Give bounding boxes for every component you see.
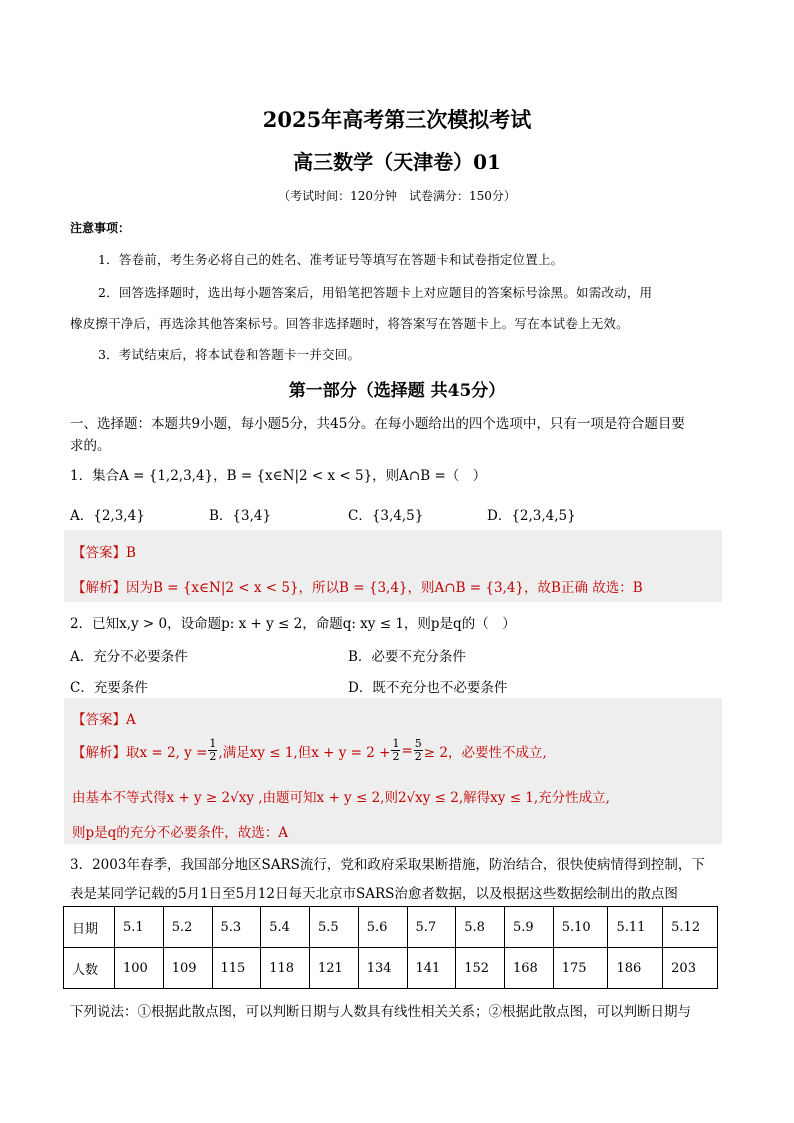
table-cell: 5.8 [456,907,505,948]
q1-analysis [72,576,643,596]
q2-analysis-line1 [72,738,547,763]
table-row-dates [64,907,718,948]
q2-analysis-line3: 则p是q的充分不必要条件，故选：A [72,825,289,841]
table-row-counts [64,948,718,989]
q2-analysis-text-b: ,满足xy ≤ 1,但x + y = 2 + [218,744,391,761]
fraction-five-halves [414,738,423,763]
q1-analysis-text: 因为B = {x∈N|2 < x < 5}，所以B = {3,4}，则A∩B = {3,4}，故B正确 故选：B [126,580,643,596]
q2-option-d: D．既不充分也不必要条件 [348,680,508,696]
notice-item-1: 1．答卷前，考生务必将自己的姓名、准考证号等填写在答题卡和试卷指定位置上。 [98,252,564,267]
q3-stem: 3．2003年春季，我国部分地区SARS流行，党和政府采取果断措施，防治结合，很快使病情得到控制，下 [70,857,705,873]
q1-stem: 1．集合A = {1,2,3,4}，B = {x∈N|2 < x < 5}，则A∩B =（ ） [70,468,487,484]
table-cell: 168 [505,948,554,989]
q3-statements: 下列说法：①根据此散点图，可以判断日期与人数具有线性相关关系；②根据此散点图，可以判断日期与 [70,1004,691,1020]
part1-intro-cont: 求的。 [70,438,111,454]
fraction-numerator: 5 [414,737,422,750]
exam-subtitle: 高三数学（天津卷）01 [293,150,501,174]
fraction-denominator: 2 [209,750,217,763]
part1-title: 第一部分（选择题 共45分） [288,381,506,401]
q3-stem-cont: 表是某同学记载的5月1日至5月12日每天北京市SARS治愈者数据，以及根据这些数据绘制出的散点图 [70,886,678,902]
fraction-numerator: 1 [209,737,217,750]
table-cell: 118 [261,948,310,989]
q1-option-c: C．{3,4,5} [348,508,424,524]
q2-answer [72,708,136,728]
q2-option-a: A．充分不必要条件 [70,649,188,665]
table-cell: 141 [407,948,456,989]
fraction-one-half-2 [391,738,400,763]
q2-option-c: C．充要条件 [70,680,148,696]
table-cell: 203 [663,948,718,989]
q2-analysis-text-a: 取x = 2, y = [126,744,208,761]
table-row-label: 人数 [64,948,115,989]
q1-option-d: D．{2,3,4,5} [487,508,576,524]
table-cell: 109 [163,948,212,989]
table-cell: 175 [553,948,608,989]
table-cell: 115 [212,948,261,989]
q2-answer-label: 【答案】 [72,712,126,728]
table-cell: 5.10 [553,907,608,948]
q1-analysis-label: 【解析】 [72,580,126,596]
table-row-label: 日期 [64,907,115,948]
table-cell: 5.2 [163,907,212,948]
q1-answer-label: 【答案】 [72,545,126,561]
notice-item-2-cont: 橡皮擦干净后，再选涂其他答案标号。回答非选择题时，将答案写在答题卡上。写在本试卷上无效。 [70,316,629,331]
table-cell: 5.11 [608,907,663,948]
q2-analysis-line2: 由基本不等式得x + y ≥ 2√xy ,由题可知x + y ≤ 2,则2√xy ≤ 2,解得xy ≤ 1,充分性成立, [72,790,610,806]
table-cell: 100 [115,948,164,989]
q1-option-a: A．{2,3,4} [70,508,145,524]
notice-item-3: 3．考试结束后，将本试卷和答题卡一并交回。 [98,347,361,362]
table-cell: 5.12 [663,907,718,948]
fraction-denominator: 2 [392,750,400,763]
q2-option-b: B．必要不充分条件 [348,649,466,665]
table-cell: 5.3 [212,907,261,948]
table-cell: 134 [358,948,407,989]
table-cell: 5.5 [310,907,359,948]
table-cell: 5.7 [407,907,456,948]
fraction-denominator: 2 [414,750,422,763]
exam-title: 2025年高考第三次模拟考试 [262,107,532,132]
q2-stem: 2．已知x,y > 0，设命题p: x + y ≤ 2，命题q: xy ≤ 1，则p是q的（ ） [70,616,516,632]
q1-option-b: B．{3,4} [209,508,272,524]
table-cell: 186 [608,948,663,989]
q2-analysis-label: 【解析】 [72,744,126,761]
fraction-one-half [208,738,217,763]
table-cell: 121 [310,948,359,989]
sars-data-table [63,906,718,989]
table-cell: 5.9 [505,907,554,948]
q2-analysis-text-d: ≥ 2，必要性不成立, [423,744,547,761]
notice-heading: 注意事项： [70,221,131,235]
q1-answer [72,541,136,561]
q2-answer-value: A [126,712,136,728]
table-cell: 152 [456,948,505,989]
fraction-numerator: 1 [392,737,400,750]
part1-intro: 一、选择题：本题共9小题，每小题5分，共45分。在每小题给出的四个选项中，只有一项是符合题目要 [70,416,685,432]
table-cell: 5.1 [115,907,164,948]
exam-info: （考试时间：120分钟 试卷满分：150分） [278,189,516,203]
table-cell: 5.6 [358,907,407,948]
q2-analysis-text-c: = [401,742,413,759]
table-cell: 5.4 [261,907,310,948]
notice-item-2: 2．回答选择题时，选出每小题答案后，用铅笔把答题卡上对应题目的答案标号涂黑。如需改动，用 [98,285,653,300]
q1-answer-value: B [126,545,136,561]
